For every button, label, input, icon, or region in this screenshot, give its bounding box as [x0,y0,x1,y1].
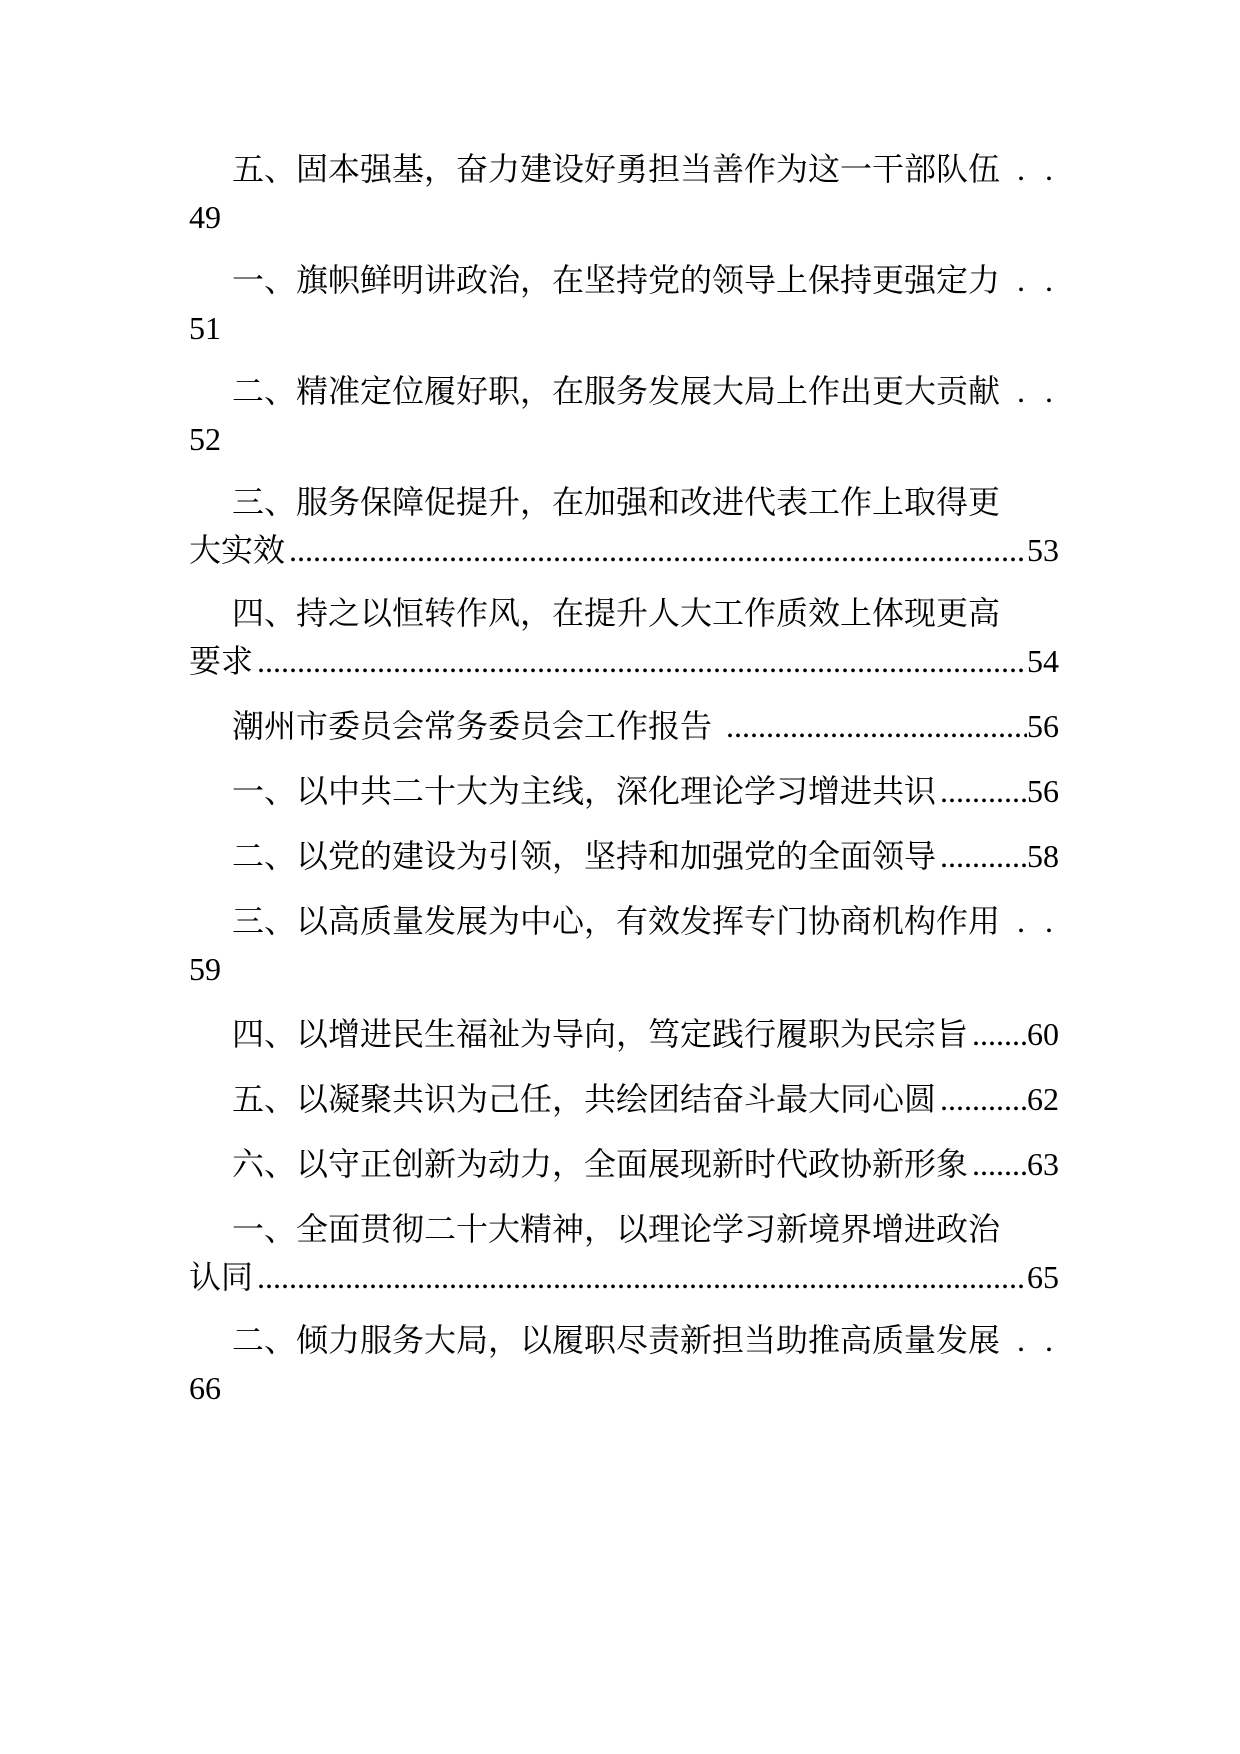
toc-entry[interactable] [189,478,1059,574]
toc-leader [940,832,1027,880]
toc-entry-title: 四、持之以恒转作风，在提升人大工作质效上体现更高 [232,594,1001,632]
toc-leader: . . [1017,903,1059,939]
toc-leader [257,637,1027,685]
toc-entry[interactable] [189,367,1059,463]
toc-leader [257,1253,1027,1301]
toc-entry-page: 66 [189,1370,221,1406]
toc-entry[interactable] [189,1316,1059,1412]
toc-leader [726,702,1027,750]
toc-leader [940,767,1027,815]
toc-entry-title: 一、旗帜鲜明讲政治，在坚持党的领导上保持更强定力 [232,261,1001,299]
toc-leader: . . [1017,1322,1059,1358]
toc-entry-page: 52 [189,421,221,457]
toc-entry-title: 二、以党的建设为引领，坚持和加强党的全面领导 [232,837,937,875]
toc-entry[interactable] [189,1010,1059,1058]
toc-entry[interactable] [189,832,1059,880]
toc-entry-page: 60 [1027,1016,1059,1052]
toc-entry[interactable] [189,767,1059,815]
toc-entry[interactable] [189,702,1059,750]
table-of-contents [189,145,1059,1412]
toc-entry-page: 49 [189,199,221,235]
toc-entry-page: 63 [1027,1146,1059,1182]
toc-entry-title: 二、倾力服务大局，以履职尽责新担当助推高质量发展 [232,1321,1001,1359]
toc-entry-title: 一、全面贯彻二十大精神，以理论学习新境界增进政治 [232,1210,1001,1248]
toc-entry[interactable] [189,897,1059,993]
toc-entry-title-cont: 大实效 [189,531,286,569]
toc-entry-page: 56 [1027,773,1059,809]
toc-entry-title: 五、以凝聚共识为己任，共绘团结奋斗最大同心圆 [232,1080,937,1118]
toc-entry-page: 62 [1027,1081,1059,1117]
toc-leader [972,1140,1027,1188]
toc-entry-title: 二、精准定位履好职，在服务发展大局上作出更大贡献 [232,372,1001,410]
toc-entry-title: 四、以增进民生福祉为导向，笃定践行履职为民宗旨 [232,1015,969,1053]
toc-entry-title: 五、固本强基，奋力建设好勇担当善作为这一干部队伍 [232,150,1001,188]
toc-entry-page: 53 [1027,532,1059,568]
toc-entry-page: 58 [1027,838,1059,874]
toc-leader [940,1075,1027,1123]
toc-leader [289,526,1027,574]
toc-entry-title: 潮州市委员会常务委员会工作报告 [232,707,713,745]
toc-entry-page: 54 [1027,643,1059,679]
toc-entry[interactable] [189,256,1059,352]
toc-entry-title: 六、以守正创新为动力，全面展现新时代政协新形象 [232,1145,969,1183]
toc-leader: . . [1017,262,1059,298]
toc-entry[interactable] [189,1075,1059,1123]
toc-entry-title: 三、以高质量发展为中心，有效发挥专门协商机构作用 [232,902,1001,940]
toc-entry-page: 51 [189,310,221,346]
toc-entry-title-cont: 要求 [189,642,254,680]
toc-entry-title-cont: 认同 [189,1258,254,1296]
toc-entry-page: 56 [1027,708,1059,744]
toc-entry[interactable] [189,1205,1059,1301]
toc-entry[interactable] [189,589,1059,685]
toc-entry-title: 三、服务保障促提升，在加强和改进代表工作上取得更 [232,483,1001,521]
toc-entry-page: 65 [1027,1259,1059,1295]
toc-entry[interactable] [189,1140,1059,1188]
toc-leader [972,1010,1027,1058]
toc-entry[interactable] [189,145,1059,241]
toc-entry-title: 一、以中共二十大为主线，深化理论学习增进共识 [232,772,937,810]
toc-leader: . . [1017,151,1059,187]
toc-entry-page: 59 [189,951,221,987]
toc-leader: . . [1017,373,1059,409]
